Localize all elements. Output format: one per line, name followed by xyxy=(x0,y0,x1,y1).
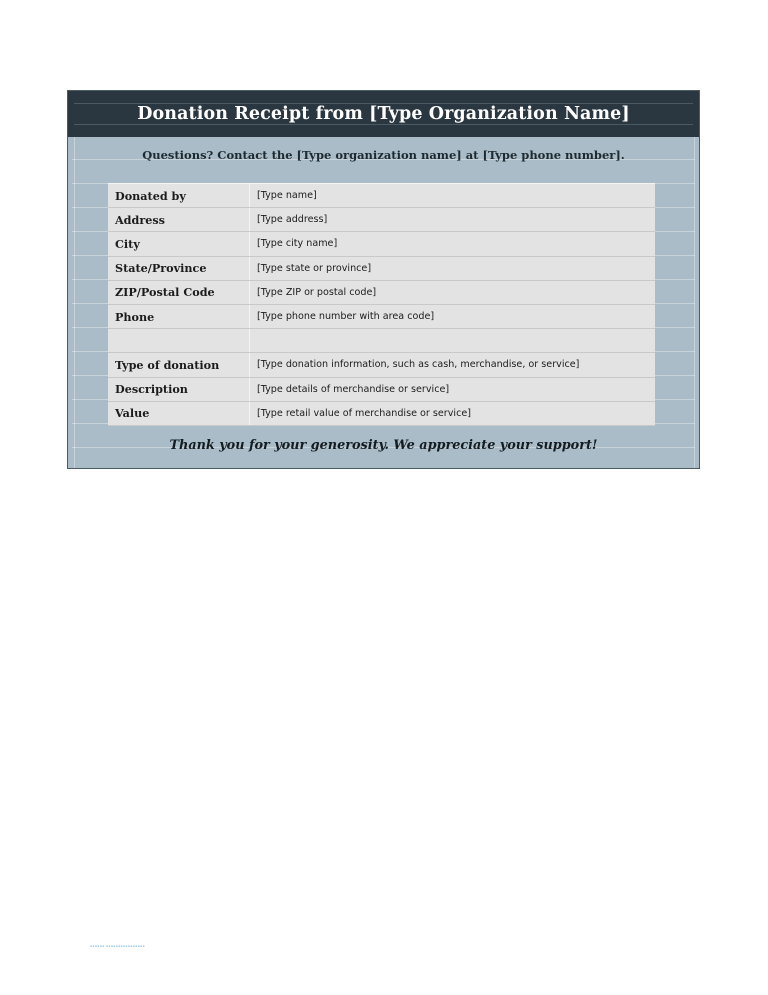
row-label: City xyxy=(108,232,250,256)
table-row xyxy=(108,353,655,377)
row-value[interactable]: [Type name] xyxy=(250,184,656,208)
donation-details-table xyxy=(108,183,655,426)
table-row xyxy=(108,304,655,328)
table-row xyxy=(108,256,655,280)
row-value[interactable]: [Type address] xyxy=(250,208,656,232)
donation-receipt xyxy=(67,90,700,469)
row-value[interactable]: [Type state or province] xyxy=(250,256,656,280)
receipt-title: Donation Receipt from [Type Organization Name] xyxy=(137,104,630,124)
table-row-spacer xyxy=(108,329,655,353)
row-label: Phone xyxy=(108,304,250,328)
thank-you-line: Thank you for your generosity. We appreciate your support! xyxy=(169,438,598,453)
table-row xyxy=(108,280,655,304)
row-label: ZIP/Postal Code xyxy=(108,280,250,304)
table-row xyxy=(108,377,655,401)
row-value[interactable]: [Type phone number with area code] xyxy=(250,304,656,328)
row-value xyxy=(250,329,656,353)
row-value[interactable]: [Type retail value of merchandise or service] xyxy=(250,401,656,425)
row-label: Donated by xyxy=(108,184,250,208)
contact-line: Questions? Contact the [Type organization name] at [Type phone number]. xyxy=(142,148,625,162)
receipt-header xyxy=(68,91,699,137)
row-value[interactable]: [Type ZIP or postal code] xyxy=(250,280,656,304)
row-value[interactable]: [Type donation information, such as cash, merchandise, or service] xyxy=(250,353,656,377)
row-label: State/Province xyxy=(108,256,250,280)
table-row xyxy=(108,401,655,425)
row-label: Type of donation xyxy=(108,353,250,377)
table-row xyxy=(108,232,655,256)
table-row xyxy=(108,208,655,232)
footer-watermark: ▪▪▪▪▪▪ ▪▪▪▪▪▪▪▪▪▪▪▪▪▪▪▪ xyxy=(90,944,145,948)
table-row xyxy=(108,184,655,208)
row-value[interactable]: [Type city name] xyxy=(250,232,656,256)
row-label: Address xyxy=(108,208,250,232)
row-value[interactable]: [Type details of merchandise or service] xyxy=(250,377,656,401)
row-label: Description xyxy=(108,377,250,401)
row-label xyxy=(108,329,250,353)
row-label: Value xyxy=(108,401,250,425)
